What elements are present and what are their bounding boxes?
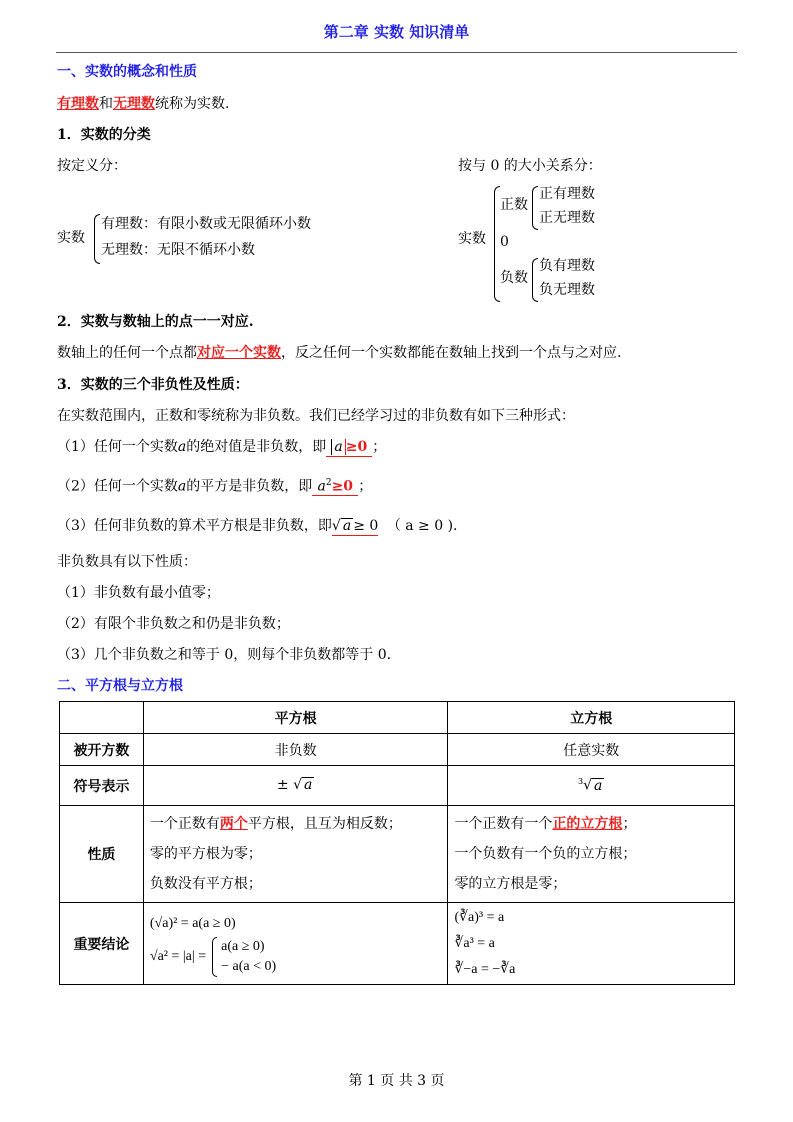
form-sqrt-condition: （ a ≥ 0 ). xyxy=(386,518,458,534)
brace-def xyxy=(94,214,100,264)
table-row xyxy=(60,806,735,903)
row-radicand-label: 被开方数 xyxy=(60,734,144,766)
section-1-title: 一、实数的概念和性质 xyxy=(57,64,197,80)
term-rational: 有理数 xyxy=(57,96,99,112)
term-irrational: 无理数 xyxy=(113,96,155,112)
prop-2: （2）有限个非负数之和仍是非负数； xyxy=(57,616,290,632)
page-number: 第 1 页 共 3 页 xyxy=(348,1073,445,1089)
section-2-title: 二、平方根与立方根 xyxy=(57,678,183,694)
cb-conclusion-2: ∛a³ = a xyxy=(454,935,495,951)
classify-neg-rational: 负有理数 xyxy=(539,258,595,274)
conclusion-square xyxy=(143,903,448,985)
table-row xyxy=(60,766,735,806)
form-abs-a: （1）任何一个实数 xyxy=(57,439,178,455)
classify-negative: 负数 xyxy=(500,270,528,286)
sq-conclusion-cases xyxy=(221,937,276,977)
heading-number-line: 2．实数与数轴上的点一一对应. xyxy=(57,314,254,330)
brace-positive xyxy=(532,186,538,230)
form-square-answer-sup: 2 xyxy=(325,478,332,488)
form-abs-end: ； xyxy=(372,439,387,455)
cb-conclusion-3: ∛−a = −∛a xyxy=(454,961,516,977)
classify-def-rational: 有理数：有限小数或无限循环小数 xyxy=(101,216,311,232)
form-sqrt-a: （3）任何非负数的算术平方根是非负数，即 xyxy=(57,518,332,534)
sq-case-2: − a(a < 0) xyxy=(221,958,277,974)
nonnegative-intro: 在实数范围内，正数和零统称为非负数。我们已经学习过的非负数有如下三种形式： xyxy=(57,408,575,424)
number-line-a: 数轴上的任何一个点都 xyxy=(57,345,197,361)
page-title: 第二章 实数 知识清单 xyxy=(323,23,470,41)
sq-prop-2: 零的平方根为零； xyxy=(149,846,262,862)
symbol-cube-index: 3 xyxy=(578,776,584,786)
classify-positive: 正数 xyxy=(500,197,528,213)
classify-pos-irrational: 正无理数 xyxy=(539,210,595,226)
symbol-cube-var: a xyxy=(594,777,603,794)
table-header-row xyxy=(60,702,735,734)
symbol-plus-minus: ± xyxy=(276,777,289,794)
classify-def-root: 实数 xyxy=(57,230,85,246)
form-square-answer-value: ≥0 xyxy=(331,478,354,495)
symbol-square-var: a xyxy=(304,777,313,794)
cb-prop-2: 一个负数有一个负的立方根； xyxy=(454,846,637,862)
table-corner xyxy=(60,702,144,734)
table-row xyxy=(60,903,735,985)
form-abs xyxy=(57,439,386,457)
cb-prop-3: 零的立方根是零； xyxy=(454,876,567,892)
symbol-cube xyxy=(448,766,735,806)
sq-prop-1-a: 一个正数有 xyxy=(149,816,220,832)
header-divider xyxy=(56,52,737,53)
intro-and: 和 xyxy=(99,96,113,112)
row-symbol-label: 符号表示 xyxy=(60,766,144,806)
cb-conclusion-1: (∛a)³ = a xyxy=(454,909,505,925)
form-abs-answer-var: a xyxy=(331,439,345,455)
sq-case-1: a(a ≥ 0) xyxy=(221,938,265,954)
cb-prop-1 xyxy=(454,809,728,839)
classify-size-label: 按与 0 的大小关系分： xyxy=(458,158,602,174)
form-sqrt xyxy=(57,518,458,536)
sq-conclusion-2-lhs: √a² = |a| = xyxy=(149,948,207,964)
form-square-var: a xyxy=(177,478,187,495)
form-square-answer xyxy=(312,478,358,496)
row-property-label: 性质 xyxy=(60,806,144,903)
number-line-c: ，反之任何一个实数都能在数轴上找到一个点与之对应. xyxy=(281,345,622,361)
classify-def-label: 按定义分： xyxy=(57,158,127,174)
form-abs-var: a xyxy=(177,439,187,455)
brace-negative xyxy=(532,258,538,302)
form-sqrt-answer-value: ≥ 0 xyxy=(353,518,379,534)
sq-prop-1-answer: 两个 xyxy=(219,816,248,832)
form-sqrt-radical-icon: √ xyxy=(331,518,341,534)
intro-line xyxy=(57,96,229,113)
classify-pos-rational: 正有理数 xyxy=(539,186,595,202)
sq-prop-1 xyxy=(150,809,442,839)
form-square-b: 的平方是非负数，即 xyxy=(186,478,313,495)
col-square-root: 平方根 xyxy=(143,702,448,734)
symbol-square xyxy=(143,766,448,806)
form-abs-answer-value: ≥0 xyxy=(345,439,368,455)
heading-nonnegative: 3．实数的三个非负性及性质： xyxy=(57,377,249,393)
prop-1: （1）非负数有最小值零； xyxy=(57,585,220,601)
props-intro: 非负数具有以下性质： xyxy=(57,554,197,570)
form-abs-answer xyxy=(326,439,372,457)
prop-3: （3）几个非负数之和等于 0，则每个非负数都等于 0. xyxy=(57,647,392,663)
table-row xyxy=(60,734,735,766)
cube-radical-icon: √ xyxy=(583,777,593,794)
sq-conclusion-2 xyxy=(150,937,442,977)
number-line-text xyxy=(57,345,621,362)
sq-conclusion-1: (√a)² = a(a ≥ 0) xyxy=(149,915,236,931)
form-abs-b: 的绝对值是非负数，即 xyxy=(186,439,327,455)
roots-table xyxy=(59,701,735,985)
form-square-answer-var: a xyxy=(317,478,326,495)
cb-prop-1-a: 一个正数有一个 xyxy=(454,816,553,832)
col-cube-root: 立方根 xyxy=(448,702,735,734)
classify-zero: 0 xyxy=(500,234,509,250)
form-square-a: （2）任何一个实数 xyxy=(57,478,178,495)
property-square xyxy=(143,806,448,903)
property-cube xyxy=(448,806,735,903)
intro-rest: 统称为实数. xyxy=(155,96,230,112)
form-sqrt-answer-var: a xyxy=(342,518,352,534)
classify-size-root: 实数 xyxy=(458,231,486,247)
number-line-answer: 对应一个实数 xyxy=(197,345,281,361)
cb-prop-1-answer: 正的立方根 xyxy=(552,816,623,832)
sq-prop-1-c: 平方根，且互为相反数； xyxy=(247,816,402,832)
classify-neg-irrational: 负无理数 xyxy=(539,282,595,298)
cb-prop-1-c: ； xyxy=(622,816,637,832)
conclusion-cube xyxy=(448,903,735,985)
radical-icon: √ xyxy=(293,777,303,794)
form-sqrt-answer xyxy=(332,518,378,536)
form-square xyxy=(57,478,372,496)
form-square-end: ； xyxy=(358,478,373,495)
radicand-square: 非负数 xyxy=(143,734,448,766)
heading-classification: 1．实数的分类 xyxy=(57,127,151,143)
row-conclusion-label: 重要结论 xyxy=(60,903,144,985)
sq-prop-3: 负数没有平方根； xyxy=(149,876,262,892)
classify-def-irrational: 无理数：无限不循环小数 xyxy=(101,242,255,258)
cases-brace xyxy=(212,937,217,977)
radicand-cube: 任意实数 xyxy=(448,734,735,766)
